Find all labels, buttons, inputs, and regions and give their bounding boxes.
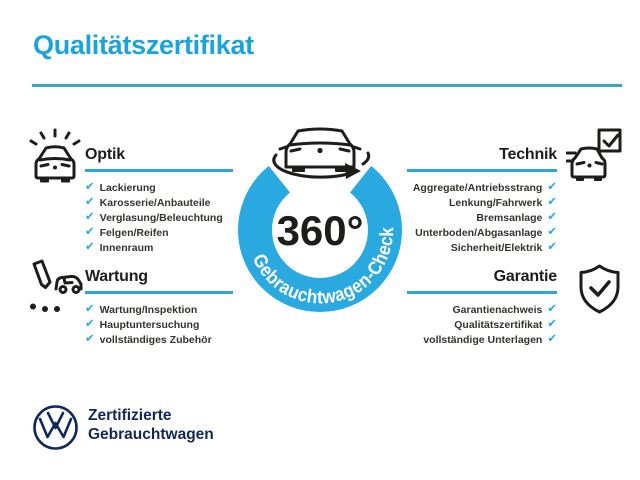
check-icon: ✔ xyxy=(85,226,95,239)
check-icon: ✔ xyxy=(85,181,95,194)
car-checkbox-icon xyxy=(566,127,624,183)
check-icon: ✔ xyxy=(547,181,557,194)
check-icon: ✔ xyxy=(85,318,95,331)
checklist-item-label: Bremsanlage xyxy=(476,212,543,224)
badge-center-value: 360° xyxy=(276,207,364,254)
checklist-item-label: Innenraum xyxy=(99,242,154,254)
checklist-item-label: Lenkung/Fahrwerk xyxy=(449,197,543,209)
checklist-item xyxy=(85,303,233,318)
check-icon: ✔ xyxy=(547,333,557,346)
checklist-item-label: Unterboden/Abgasanlage xyxy=(415,227,543,239)
section-title-technik: Technik xyxy=(499,146,557,163)
brand-claim-line1: Zertifizierte xyxy=(88,407,172,424)
checklist-item-label: Hauptuntersuchung xyxy=(99,319,200,331)
checklist-item-label: Felgen/Reifen xyxy=(99,227,169,239)
checklist-item xyxy=(407,318,557,333)
section-underline xyxy=(85,291,233,294)
checklist-item-label: Garantienachweis xyxy=(452,304,543,316)
checklist-garantie xyxy=(407,303,557,348)
checklist-item xyxy=(85,211,233,226)
checklist-item-label: Lackierung xyxy=(99,182,156,194)
check-icon: ✔ xyxy=(85,333,95,346)
section-underline xyxy=(407,169,557,172)
checklist-item xyxy=(85,226,233,241)
brand-claim xyxy=(88,406,214,444)
checklist-item-label: Wartung/Inspektion xyxy=(99,304,198,316)
checklist-item xyxy=(407,196,557,211)
checklist-item-label: Qualitätszertifikat xyxy=(454,319,543,331)
shield-check-icon xyxy=(576,263,623,316)
checklist-item xyxy=(85,196,233,211)
section-title-optik: Optik xyxy=(85,146,125,163)
checklist-item xyxy=(407,241,557,256)
checklist-item-label: vollständiges Zubehör xyxy=(99,334,212,346)
check-icon: ✔ xyxy=(547,318,557,331)
section-technik xyxy=(407,146,557,256)
checklist-item xyxy=(407,226,557,241)
checklist-item-label: Karosserie/Anbauteile xyxy=(99,197,211,209)
check-icon: ✔ xyxy=(547,226,557,239)
check-icon: ✔ xyxy=(547,303,557,316)
badge-ring-label: Gebrauchtwagen-Check xyxy=(247,225,399,309)
checklist-item xyxy=(85,333,233,348)
vw-logo xyxy=(32,404,79,451)
page-title: Qualitätszertifikat xyxy=(33,30,254,60)
checklist-item-label: Aggregate/Antriebsstrang xyxy=(412,182,543,194)
360-check-badge xyxy=(220,115,420,325)
check-icon: ✔ xyxy=(85,196,95,209)
title-divider xyxy=(32,84,622,87)
check-icon: ✔ xyxy=(85,241,95,254)
checklist-item xyxy=(85,241,233,256)
section-underline xyxy=(407,291,557,294)
checklist-item xyxy=(407,181,557,196)
checklist-optik xyxy=(85,181,233,256)
checklist-item-label: vollständige Unterlagen xyxy=(423,334,543,346)
checklist-item xyxy=(407,303,557,318)
section-optik xyxy=(85,146,233,256)
checklist-technik xyxy=(407,181,557,256)
check-icon: ✔ xyxy=(85,211,95,224)
checklist-item-label: Sicherheit/Elektrik xyxy=(450,242,543,254)
checklist-item xyxy=(407,211,557,226)
section-underline xyxy=(85,169,233,172)
check-icon: ✔ xyxy=(85,303,95,316)
section-title-garantie: Garantie xyxy=(493,268,557,285)
car-shine-icon xyxy=(27,128,83,186)
check-icon: ✔ xyxy=(547,196,557,209)
checklist-item xyxy=(85,318,233,333)
checklist-item-label: Verglasung/Beleuchtung xyxy=(99,212,223,224)
check-icon: ✔ xyxy=(547,211,557,224)
section-garantie xyxy=(407,268,557,348)
section-wartung xyxy=(85,268,233,348)
checklist-item xyxy=(407,333,557,348)
check-icon: ✔ xyxy=(547,241,557,254)
checklist-item xyxy=(85,181,233,196)
pencil-checklist-car-icon xyxy=(23,257,83,317)
checklist-wartung xyxy=(85,303,233,348)
brand-claim-line2: Gebrauchtwagen xyxy=(88,426,214,443)
section-title-wartung: Wartung xyxy=(85,268,148,285)
